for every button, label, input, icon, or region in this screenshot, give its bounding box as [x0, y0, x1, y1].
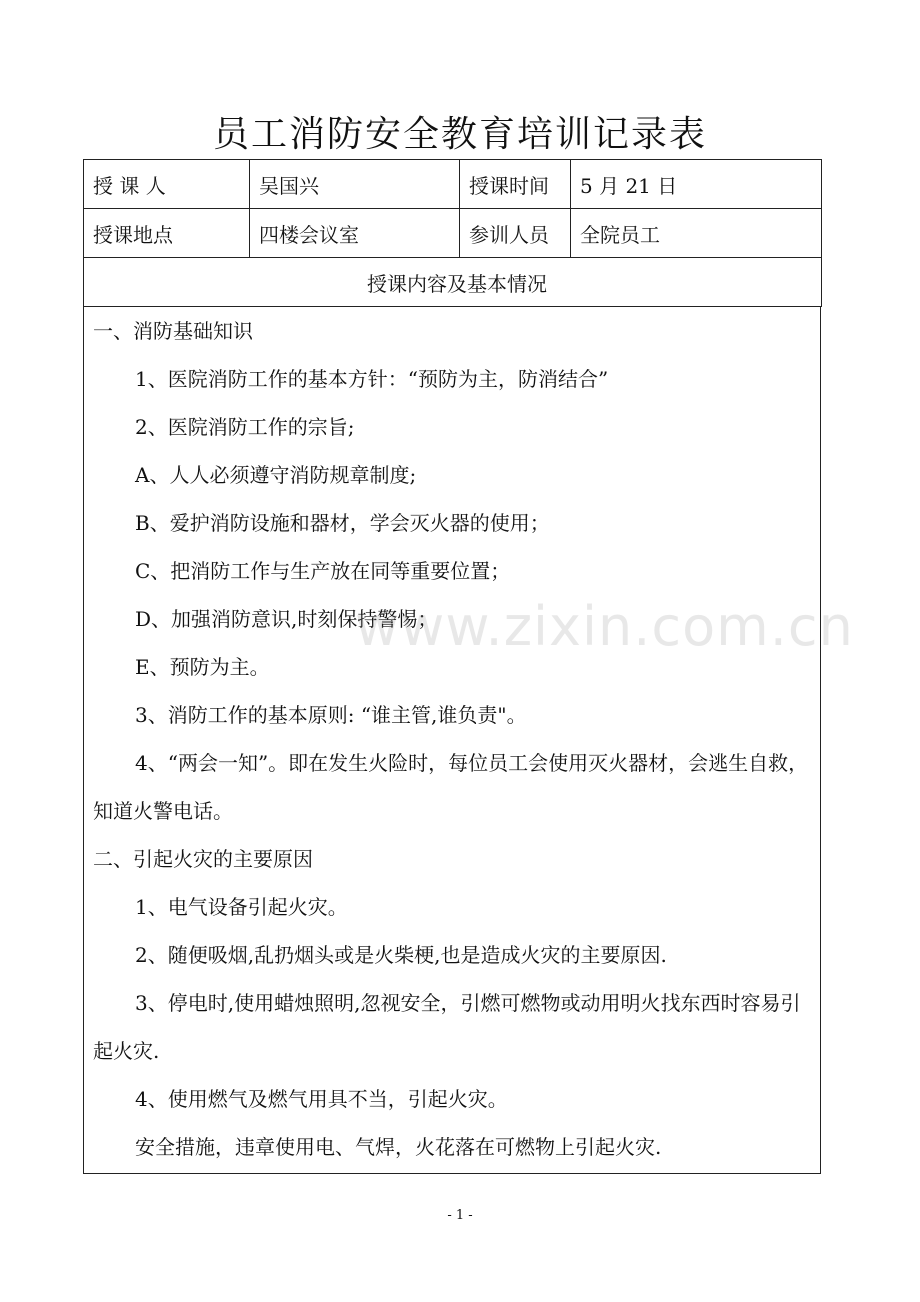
- content-line: B、爱护消防设施和器材，学会灭火器的使用；: [135, 511, 550, 535]
- teacher-label: 授 课 人: [84, 160, 250, 209]
- time-value: 5 月 21 日: [571, 160, 822, 209]
- content-line: 1、电气设备引起火灾。: [135, 895, 348, 919]
- attendees-label: 参训人员: [460, 209, 571, 258]
- content-line: 2、随便吸烟,乱扔烟头或是火柴梗,也是造成火灾的主要原因.: [135, 943, 667, 967]
- section-heading-row: [84, 258, 822, 307]
- info-row-1: [84, 160, 822, 209]
- content-line: C、把消防工作与生产放在同等重要位置；: [135, 559, 511, 583]
- content-line: 3、停电时,使用蜡烛照明,忽视安全，引燃可燃物或动用明火找东西时容易引起火灾.: [93, 991, 801, 1063]
- content-line: 1、医院消防工作的基本方针：“预防为主，防消结合”: [135, 367, 609, 391]
- document-title: 员工消防安全教育培训记录表: [212, 114, 707, 155]
- place-label: 授课地点: [84, 209, 250, 258]
- info-row-2: [84, 209, 822, 258]
- content-line: A、人人必须遵守消防规章制度;: [135, 463, 417, 487]
- content-cell: [83, 307, 821, 1174]
- content-line: 3、消防工作的基本原则: “谁主管,谁负责"。: [135, 703, 527, 727]
- content-line: D、加强消防意识,时刻保持警惕；: [135, 607, 438, 631]
- content-line: 4、使用燃气及燃气用具不当，引起火灾。: [135, 1087, 508, 1111]
- watermark: www.zixin.com.cn: [355, 595, 854, 658]
- place-value: 四楼会议室: [250, 209, 460, 258]
- content-line: 安全措施，违章使用电、气焊，火花落在可燃物上引起火灾.: [135, 1135, 662, 1159]
- content-line: 一、消防基础知识: [93, 319, 253, 343]
- page-number: - 1 -: [447, 1208, 473, 1223]
- content-line: 2、医院消防工作的宗旨;: [135, 415, 355, 439]
- content-line: E、预防为主。: [135, 655, 270, 679]
- info-table: [83, 159, 822, 307]
- content-line: 二、引起火灾的主要原因: [93, 847, 313, 871]
- attendees-value: 全院员工: [571, 209, 822, 258]
- content-line: 4、“两会一知”。即在发生火险时，每位员工会使用灭火器材，会逃生自救，知道火警电话。: [93, 751, 809, 823]
- time-label: 授课时间: [460, 160, 571, 209]
- section-heading: 授课内容及基本情况: [84, 258, 822, 307]
- teacher-value: 吴国兴: [250, 160, 460, 209]
